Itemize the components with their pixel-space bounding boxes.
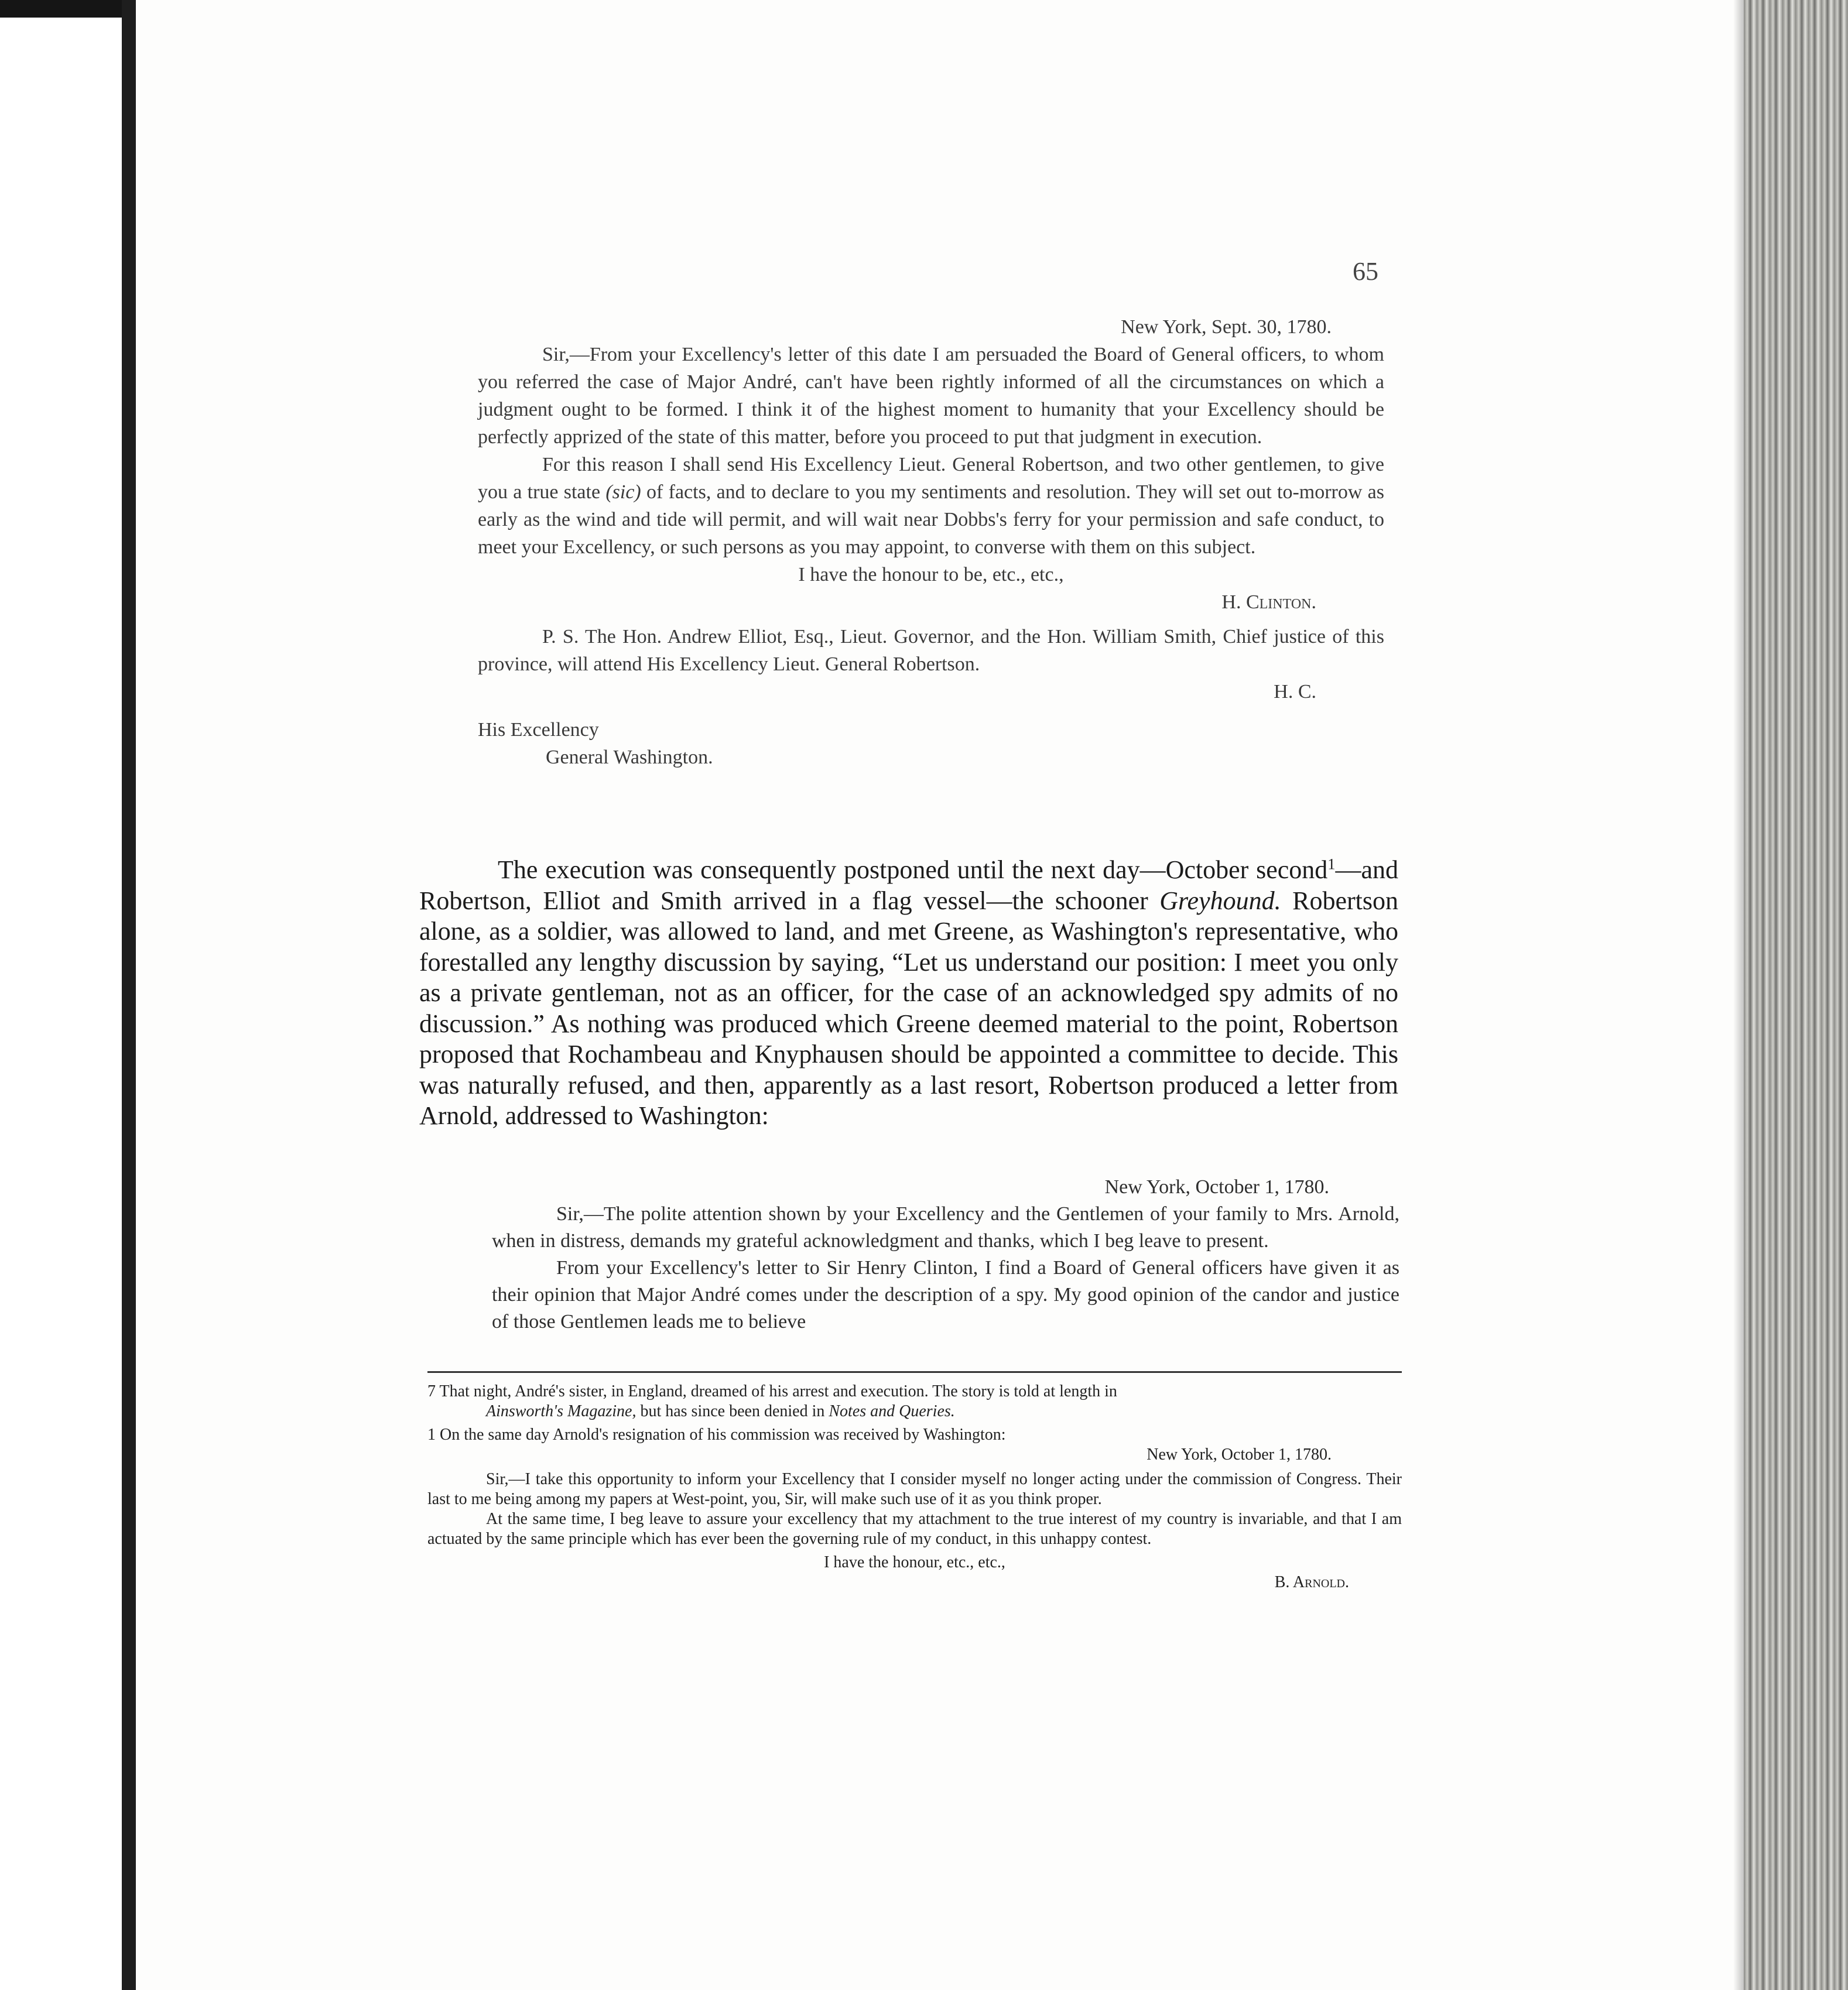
- letter-paragraph: [478, 451, 1384, 561]
- footnote-1: [427, 1425, 1402, 1445]
- text-run: For this reason I shall send His Excellency Lieut. General Robertson, and two other gentlemen, to give you a true state: [478, 454, 1384, 503]
- letter-closing: I have the honour to be, etc., etc.,: [798, 564, 1064, 585]
- footnote-marker: 7: [427, 1382, 436, 1400]
- text-run: of facts, and to declare to you my sentiments and resolution. They will set out to-morrow as early as the wind and tide will permit, and will wait near Dobbs's ferry for your permission and safe conduct, to meet your Excellency, or such persons as you may appoint, to converse with them on this subject.: [478, 481, 1385, 558]
- text-run: Robertson alone, as a soldier, was allowed to land, and met Greene, as Washington's representative, who forestalled any lengthy discussion by saying, “Let us understand our position: I meet you only as a private gentleman, not as an officer, for the case of an acknowledged spy admits of no discussion.” As nothing was produced which Greene deemed material to the point, Robertson proposed that Rochambeau and Knyphausen should be appointed a committee to decide. This was naturally refused, and then, apparently as a last resort, Robertson produced a letter from Arnold, addressed to Washington:: [419, 886, 1399, 1130]
- arnold-letter: [492, 1174, 1399, 1335]
- text-run: —and Robertson, Elliot and Smith arrived in a flag vessel—the schooner: [419, 855, 1398, 915]
- footnote-letter-paragraph: At the same time, I beg leave to assure your excellency that my attachment to the true interest of my country is invariable, and that I am actuated by the same principle which has ever been the governing rule of my conduct, in this unhappy contest.: [427, 1510, 1402, 1548]
- postscript-initials: H. C.: [1274, 681, 1316, 703]
- scan-binding-top: [0, 0, 136, 18]
- book-page-edges: [1744, 0, 1848, 1990]
- narrative-paragraph: [419, 855, 1398, 1132]
- footnote-reference: 1: [1327, 855, 1336, 873]
- postscript: P. S. The Hon. Andrew Elliot, Esq., Lieut. Governor, and the Hon. William Smith, Chief justice of this province, will attend His Excellency Lieut. General Robertson.: [478, 626, 1384, 675]
- footnote-7: [427, 1382, 1402, 1402]
- address-line: His Excellency: [478, 719, 599, 741]
- sic-annotation: (sic): [605, 481, 641, 503]
- address-line: General Washington.: [546, 746, 713, 768]
- page-number: 65: [1353, 257, 1378, 286]
- letter-paragraph: From your Excellency's letter to Sir Henry Clinton, I find a Board of General officers have given it as their opinion that Major André comes under the description of a spy. My good opinion of the candor and justice of those Gentlemen leads me to believe: [492, 1257, 1399, 1333]
- footnote-letter-signature: B. Arnold.: [1274, 1573, 1349, 1591]
- letter-date: New York, October 1, 1780.: [1104, 1176, 1329, 1198]
- book-binding-edge: [122, 0, 136, 1990]
- page-gutter-shadow: [1733, 0, 1745, 1990]
- footnote-marker: 1: [427, 1426, 436, 1444]
- text-run: but has since been denied in: [640, 1402, 825, 1420]
- footnote-divider: [427, 1371, 1402, 1373]
- footnote-letter-closing: I have the honour, etc., etc.,: [824, 1553, 1005, 1571]
- footnote-letter-paragraph: Sir,—I take this opportunity to inform your Excellency that I consider myself no longer acting under the commission of Congress. Their last to me being among my papers at West-point, you, Sir, will make such use of it as you think proper.: [427, 1470, 1402, 1508]
- text-run: On the same day Arnold's resignation of his commission was received by Washington:: [440, 1426, 1006, 1444]
- letter-date: New York, Sept. 30, 1780.: [1121, 316, 1332, 338]
- footnote-7-continued: [427, 1402, 1402, 1422]
- text-run: That night, André's sister, in England, dreamed of his arrest and execution. The story is told at length in: [439, 1382, 1117, 1400]
- ship-name: Greyhound.: [1159, 886, 1281, 915]
- letter-paragraph: Sir,—From your Excellency's letter of this date I am persuaded the Board of General officers, to whom you referred the case of Major André, can't have been rightly informed of all the circumstances on which a judgment ought to be formed. I think it of the highest moment to humanity that your Excellency should be perfectly apprized of the state of this matter, before you proceed to put that judgment in execution.: [478, 344, 1384, 448]
- footnote-letter-date: New York, October 1, 1780.: [1147, 1446, 1332, 1464]
- narrative-text: [419, 855, 1398, 1132]
- text-run: The execution was consequently postponed until the next day—October second: [498, 855, 1328, 884]
- magazine-title: Ainsworth's Magazine,: [486, 1402, 636, 1420]
- footnotes: [427, 1382, 1402, 1592]
- scan-margin-left: [0, 0, 136, 1990]
- clinton-letter: [478, 313, 1384, 771]
- letter-signature: H. Clinton.: [1221, 591, 1316, 613]
- letter-paragraph: Sir,—The polite attention shown by your Excellency and the Gentlemen of your family to Mrs. Arnold, when in distress, demands my grateful acknowledgment and thanks, which I beg leave to present.: [492, 1203, 1399, 1252]
- journal-title: Notes and Queries.: [829, 1402, 955, 1420]
